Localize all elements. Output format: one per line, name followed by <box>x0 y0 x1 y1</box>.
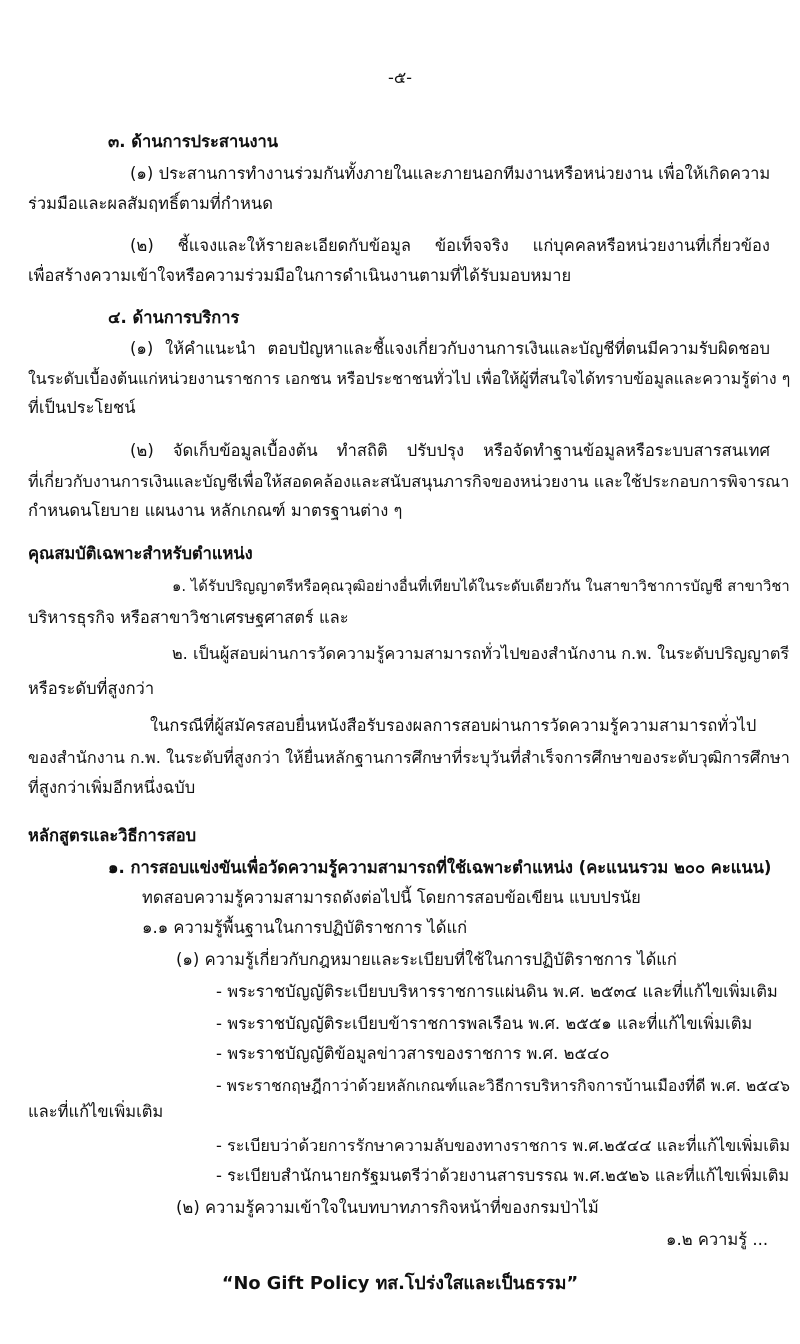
qualification-1-line-2: บริหารธุรกิจ หรือสาขาวิชาเศรษฐศาสตร์ และ <box>28 608 349 627</box>
qualification-note-line-1: ในกรณีที่ผู้สมัครสอบยื่นหนังสือรับรองผลการสอบผ่านการวัดความรู้ความสามารถทั่วไป <box>150 716 757 735</box>
page-number: -๕- <box>387 68 413 87</box>
qualification-note-line-3: ที่สูงกว่าเพิ่มอีกหนึ่งฉบับ <box>28 778 196 797</box>
section-3-item-1-line-2: ร่วมมือและผลสัมฤทธิ์ตามที่กำหนด <box>28 194 273 213</box>
law-item-5: - ระเบียบว่าด้วยการรักษาความลับของทางราชการ พ.ศ.๒๕๔๔ และที่แก้ไขเพิ่มเติม <box>216 1136 791 1155</box>
exam-part-1-description: ทดสอบความรู้ความสามารถดังต่อไปนี้ โดยการสอบข้อเขียน แบบปรนัย <box>142 888 641 907</box>
continued-marker: ๑.๒ ความรู้ ... <box>666 1230 769 1249</box>
section-4-heading: ๔. ด้านการบริการ <box>108 308 240 327</box>
section-4-item-2-line-2: ที่เกี่ยวกับงานการเงินและบัญชีเพื่อให้สอดคล้องและสนับสนุนภารกิจของหน่วยงาน และใช้ประกอบการพิจารณา <box>28 472 790 491</box>
exam-part-1-1-item-1: (๑) ความรู้เกี่ยวกับกฎหมายและระเบียบที่ใช้ในการปฏิบัติราชการ ได้แก่ <box>176 950 677 969</box>
section-3-item-2-line-1: (๒) ชี้แจงและให้รายละเอียดกับข้อมูล ข้อเท็จจริง แก่บุคคลหรือหน่วยงานที่เกี่ยวข้อง <box>130 236 770 255</box>
law-item-2: - พระราชบัญญัติระเบียบข้าราชการพลเรือน พ.ศ. ๒๕๕๑ และที่แก้ไขเพิ่มเติม <box>216 1014 753 1033</box>
footer-policy: “No Gift Policy ทส.โปร่งใสและเป็นธรรม” <box>221 1274 579 1294</box>
exam-part-1-title: ๑. การสอบแข่งขันเพื่อวัดความรู้ความสามารถที่ใช้เฉพาะตำแหน่ง (คะแนนรวม ๒๐๐ คะแนน) <box>108 858 772 877</box>
exam-heading: หลักสูตรและวิธีการสอบ <box>28 826 197 845</box>
qualifications-heading: คุณสมบัติเฉพาะสำหรับตำแหน่ง <box>28 544 253 563</box>
law-item-4-line-2: และที่แก้ไขเพิ่มเติม <box>28 1102 164 1121</box>
section-4-item-2-line-3: กำหนดนโยบาย แผนงาน หลักเกณฑ์ มาตรฐานต่าง ๆ <box>28 501 403 520</box>
section-3-heading: ๓. ด้านการประสานงาน <box>108 132 279 151</box>
section-3-item-2-line-2: เพื่อสร้างความเข้าใจหรือความร่วมมือในการดำเนินงานตามที่ได้รับมอบหมาย <box>28 266 572 285</box>
exam-part-1-1: ๑.๑ ความรู้พื้นฐานในการปฏิบัติราชการ ได้แก่ <box>142 918 468 937</box>
qualification-2-line-2: หรือระดับที่สูงกว่า <box>28 679 155 698</box>
section-3-item-1-line-1: (๑) ประสานการทำงานร่วมกันทั้งภายในและภายนอกทีมงานหรือหน่วยงาน เพื่อให้เกิดความ <box>130 164 771 183</box>
section-4-item-2-line-1: (๒) จัดเก็บข้อมูลเบื้องต้น ทำสถิติ ปรับปรุง หรือจัดทำฐานข้อมูลหรือระบบสารสนเทศ <box>130 441 770 460</box>
section-4-item-1-line-1: (๑) ให้คำแนะนำ ตอบปัญหาและชี้แจงเกี่ยวกับงานการเงินและบัญชีที่ตนมีความรับผิดชอบ <box>130 339 770 358</box>
qualification-2-line-1: ๒. เป็นผู้สอบผ่านการวัดความรู้ความสามารถทั่วไปของสำนักงาน ก.พ. ในระดับปริญญาตรี <box>172 644 790 663</box>
law-item-1: - พระราชบัญญัติระเบียบบริหารราชการแผ่นดิน พ.ศ. ๒๕๓๔ และที่แก้ไขเพิ่มเติม <box>216 982 778 1001</box>
qualification-note-line-2: ของสำนักงาน ก.พ. ในระดับที่สูงกว่า ให้ยื่นหลักฐานการศึกษาที่ระบุวันที่สำเร็จการศึกษาของระดับวุฒิการศึกษา <box>28 748 790 767</box>
law-item-4-line-1: - พระราชกฤษฎีกาว่าด้วยหลักเกณฑ์และวิธีการบริหารกิจการบ้านเมืองที่ดี พ.ศ. ๒๕๔๖ <box>216 1076 790 1095</box>
qualification-1-line-1: ๑. ได้รับปริญญาตรีหรือคุณวุฒิอย่างอื่นที่เทียบได้ในระดับเดียวกัน ในสาขาวิชาการบัญชี สาขาวิชา <box>172 578 790 595</box>
section-4-item-1-line-3: ที่เป็นประโยชน์ <box>28 398 136 417</box>
section-4-item-1-line-2: ในระดับเบื้องต้นแก่หน่วยงานราชการ เอกชน หรือประชาชนทั่วไป เพื่อให้ผู้ที่สนใจได้ทราบข้อมูลและความรู้ต่าง ๆ <box>28 369 791 388</box>
law-item-3: - พระราชบัญญัติข้อมูลข่าวสารของราชการ พ.ศ. ๒๕๔๐ <box>216 1044 610 1063</box>
exam-part-1-1-item-2: (๒) ความรู้ความเข้าใจในบทบาทภารกิจหน้าที่ของกรมป่าไม้ <box>176 1198 599 1217</box>
law-item-6: - ระเบียบสำนักนายกรัฐมนตรีว่าด้วยงานสารบรรณ พ.ศ.๒๕๒๖ และที่แก้ไขเพิ่มเติม <box>216 1166 790 1185</box>
